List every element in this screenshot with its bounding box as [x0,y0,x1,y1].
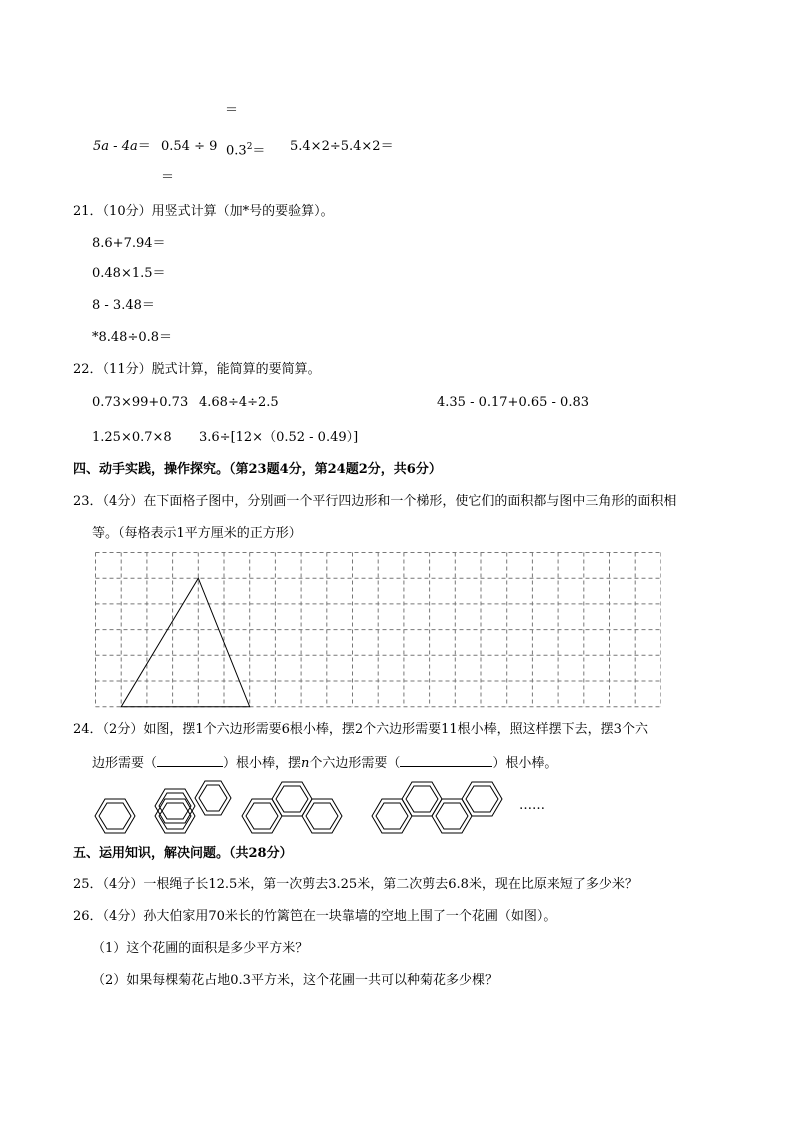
q21-item-3: 8 - 3.48＝ [92,298,155,313]
q22-title: 22．（11分）脱式计算，能简算的要简算。 [73,362,321,377]
equals-sign: ＝ [252,143,266,159]
expr-5a-minus-4a [93,139,151,155]
q26-sub-1: （1）这个花圃的面积是多少平方米？ [92,941,309,956]
q21-item-2: 0.48×1.5＝ [92,266,166,281]
q22-expr-2: 4.68÷4÷2.5 [199,395,279,410]
base: 0.3 [226,143,247,159]
q22-expr-5: 3.6÷[12×（0.52 - 0.49）] [199,430,359,445]
q24-text-b: ）根小棒，摆 [223,756,302,771]
equals-sign-bottom: ＝ [161,170,175,185]
q26-sub-2: （2）如果每棵菊花占地0.3平方米，这个花圃一共可以种菊花多少棵？ [92,973,498,988]
q24-text-d: ）根小棒。 [492,756,558,771]
equals-sign: ＝ [137,139,151,154]
hexagon-group-3 [242,782,342,833]
hexagon-group-2 [155,781,231,833]
q22-expr-3: 4.35 - 0.17+0.65 - 0.83 [437,395,589,410]
hexagon-group-1 [95,799,135,833]
expr-03-squared [226,139,265,159]
hexagon-sticks-illustration [92,776,532,836]
answer-blank-2[interactable] [400,754,492,767]
q24-line-2 [92,754,557,772]
q21-item-1: 8.6+7.94＝ [92,236,166,251]
q21-item-4: *8.48÷0.8＝ [92,330,173,345]
hexagon-group-4 [372,782,502,833]
term-4a: 4a [121,139,138,154]
answer-blank-1[interactable] [157,754,223,767]
grid-figure [95,552,661,708]
ellipsis: …… [519,798,545,813]
q21-title: 21．（10分）用竖式计算（加*号的要验算）。 [73,204,334,219]
minus-sign: - [109,139,122,154]
expr-54x2: 5.4×2÷5.4×2＝ [290,139,394,154]
q24-text-a: 边形需要（ [92,756,158,771]
section5-title: 五、运用知识，解决问题。（共28分） [73,846,293,861]
q24-line-1: 24．（2分）如图，摆1个六边形需要6根小棒，摆2个六边形需要11根小棒，照这样摆下去，摆3个六 [73,722,648,737]
variable-n: n [301,756,310,771]
hexagon-figure [92,776,532,836]
equals-sign-top: ＝ [225,103,239,118]
q22-expr-1: 0.73×99+0.73 [92,395,189,410]
triangle-shape [121,578,250,707]
exponent: 2 [246,142,253,152]
q23-line-1: 23．（4分）在下面格子图中，分别画一个平行四边形和一个梯形，使它们的面积都与图中三角形的面积相 [73,494,677,509]
q24-text-c: 个六边形需要（ [309,756,401,771]
q26-text: 26．（4分）孙大伯家用70米长的竹篱笆在一块靠墙的空地上围了一个花圃（如图）。 [73,909,557,924]
q23-line-2: 等。（每格表示1平方厘米的正方形） [92,526,302,541]
expr-054-div-9: 0.54 ÷ 9 [161,139,218,154]
term-5a: 5a [93,139,110,154]
q25-text: 25．（4分）一根绳子长12.5米，第一次剪去3.25米，第二次剪去6.8米，现在比原来短了多少米？ [73,877,638,892]
q22-expr-4: 1.25×0.7×8 [92,430,172,445]
section4-title: 四、动手实践，操作探究。（第23题4分，第24题2分，共6分） [73,462,442,477]
